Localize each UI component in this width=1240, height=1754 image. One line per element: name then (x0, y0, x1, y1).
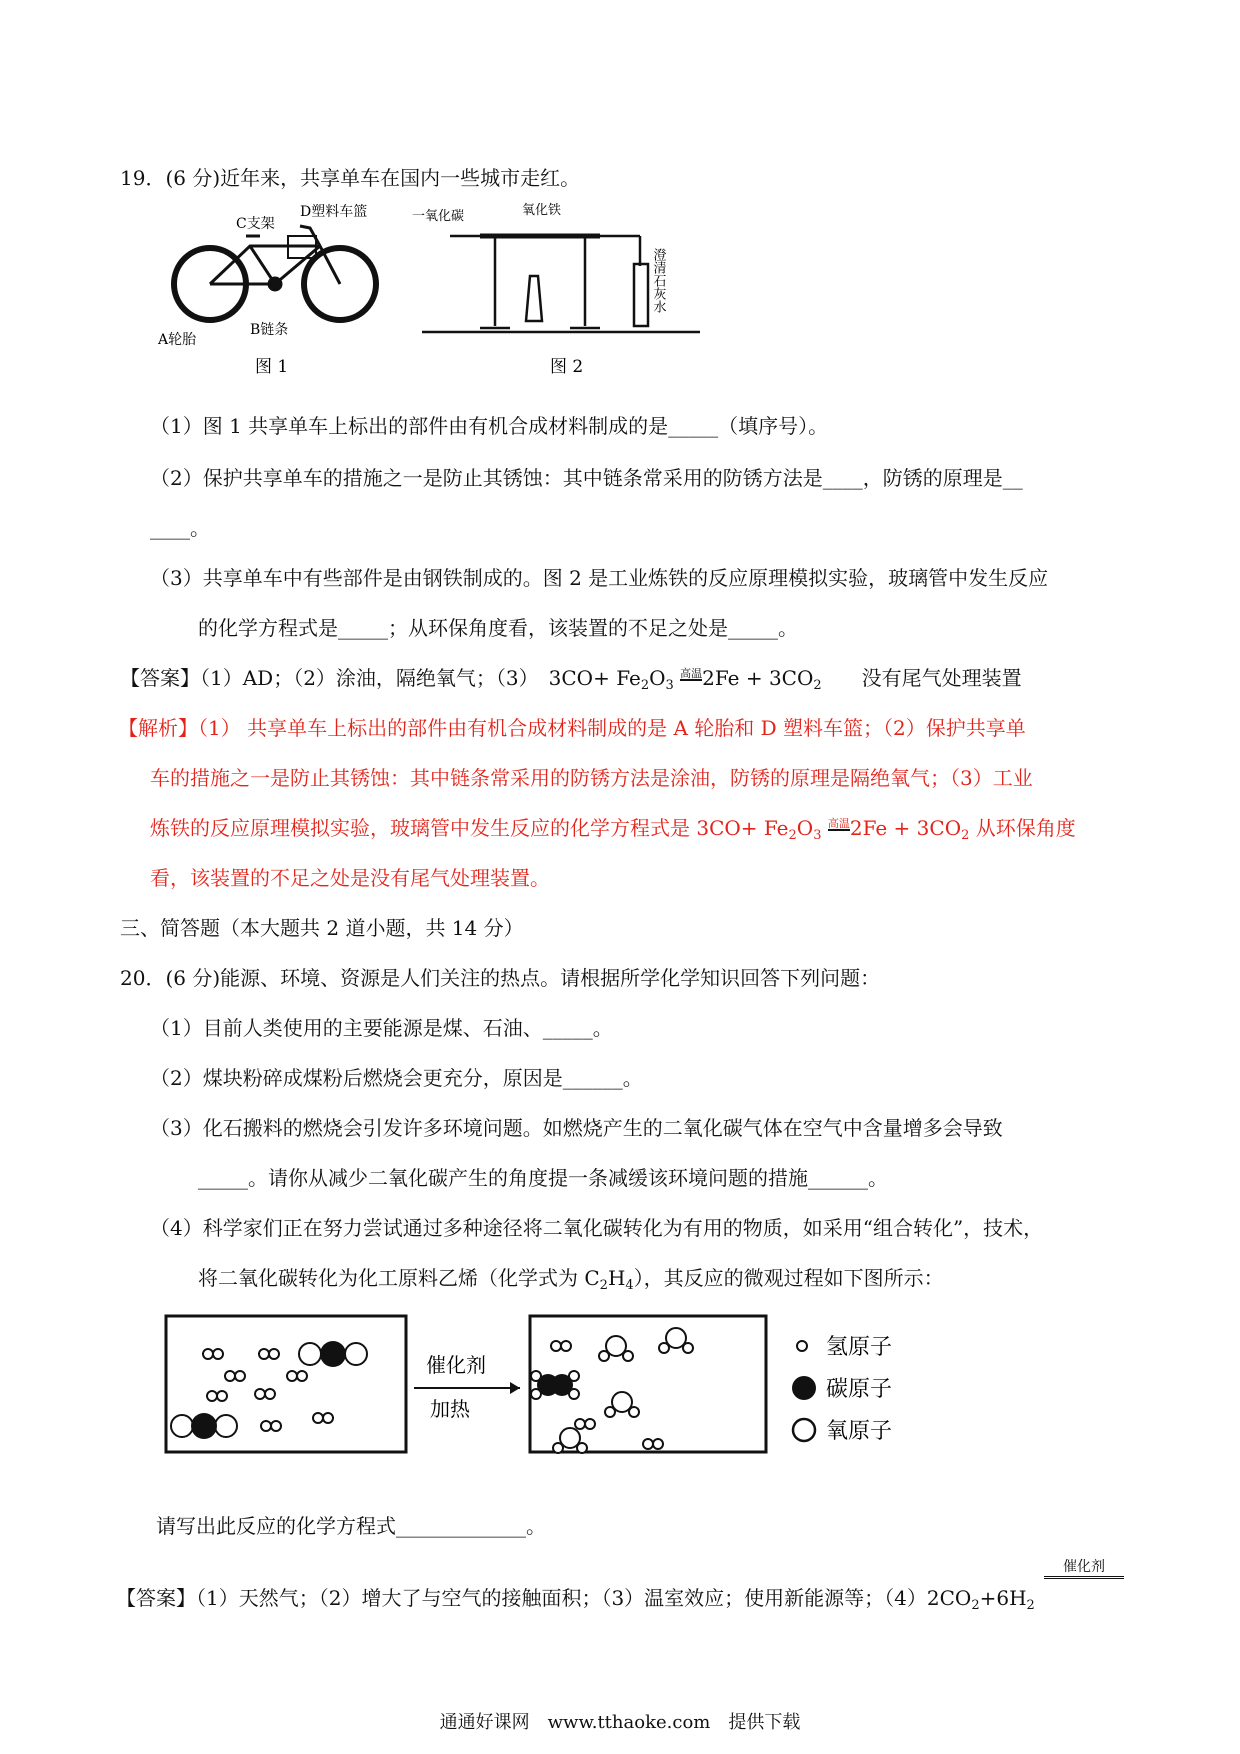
fig2-label-co: 一氧化碳 (412, 209, 465, 224)
answer-tail: 没有尾气处理装置 (821, 666, 1022, 690)
q20-head: 20．(6 分)能源、环境、资源是人们关注的热点。请根据所学化学知识回答下列问题： (120, 966, 881, 990)
q20-part4a: （4）科学家们正在努力尝试通过多种途径将二氧化碳转化为有用的物质，如采用“组合转化”，技术， (150, 1216, 1044, 1240)
fig1-label-a: A轮胎 (158, 332, 197, 348)
condition-high-temp-2: 高温 (827, 817, 850, 830)
answer-label: 【答案】 (120, 666, 200, 690)
fig1-label-c: C支架 (236, 216, 275, 232)
analysis-label: 【解析】 (118, 716, 198, 740)
analysis-text-1: （1） 共享单车上标出的部件由有机合成材料制成的是 A 轮胎和 D 塑料车篮；（2）保护共享单 (198, 716, 1026, 740)
page-footer: 通通好课网 www.tthaoke.com 提供下载 (439, 1712, 801, 1733)
arrow-catalyst: 催化剂 (426, 1353, 486, 1377)
q19-analysis-line1 (118, 712, 1026, 741)
q20-part3b: _____。请你从减少二氧化碳产生的角度提一条减缓该环境问题的措施______。 (198, 1166, 888, 1190)
q19-part3b: 的化学方程式是_____；从环保角度看，该装置的不足之处是_____。 (198, 616, 798, 640)
q20-part2: （2）煤块粉碎成煤粉后燃烧会更充分，原因是______。 (150, 1066, 643, 1090)
q20-condition-catalyst: 催化剂 (1044, 1556, 1124, 1579)
fig2-label-fe: 氧化铁 (522, 203, 562, 218)
fig1-caption: 图 1 (255, 357, 289, 376)
fig1-label-d: D塑料车篮 (300, 204, 368, 220)
q19-head: 19．(6 分)近年来，共享单车在国内一些城市走红。 (120, 166, 581, 190)
analysis-text-3b: 从环保角度 (969, 816, 1076, 840)
answer-tail-20: +6H (979, 1586, 1027, 1610)
section-3-title: 三、简答题（本大题共 2 道小题，共 14 分） (120, 916, 524, 940)
answer-text-20: （1）天然气；（2）增大了与空气的接触面积；（3）温室效应；使用新能源等；（4）2CO (196, 1586, 972, 1610)
q20-part4b: 将二氧化碳转化为化工原料乙烯（化学式为 $C_2H_4$），其反应的微观过程如下图所示： (198, 1266, 944, 1293)
q19-part3a: （3）共享单车中有些部件是由钢铁制成的。图 2 是工业炼铁的反应原理模拟实验，玻璃管中发生反应 (150, 566, 1049, 590)
answer-text: （1）AD；（2）涂油，隔绝氧气；（3） 3CO+ Fe (200, 666, 641, 690)
q20-part3a: （3）化石搬料的燃烧会引发许多环境问题。如燃烧产生的二氧化碳气体在空气中含量增多会导致 (150, 1116, 1003, 1140)
part4b-text: 将二氧化碳转化为化工原料乙烯（化学式为 C (198, 1266, 600, 1290)
legend-carbon: 碳原子 (826, 1377, 893, 1402)
q20-answer: 【答案】（1）天然气；（2）增大了与空气的接触面积；（3）温室效应；使用新能源等；$(4)2CO_2+6H_2$ (116, 1586, 1035, 1613)
q20-part1: （1）目前人类使用的主要能源是煤、石油、_____。 (150, 1016, 613, 1040)
q19-part2a: （2）保护共享单车的措施之一是防止其锈蚀：其中链条常采用的防锈方法是____，防锈的原理是__ (150, 466, 1023, 490)
bicycle-figure (174, 226, 376, 320)
legend-oxygen: 氧原子 (826, 1419, 893, 1444)
q19-answer: 【答案】（1）AD；（2）涂油，隔绝氧气；（3） $3CO+ Fe_2O_3$ 高温$2Fe + 3CO_2$ 没有尾气处理装置 (120, 666, 1022, 693)
q19-analysis-line3: 炼铁的反应原理模拟实验，玻璃管中发生反应的化学方程式是 $3CO+ Fe_2O_3$ 高温$2Fe + 3CO_2$ 从环保角度 (150, 816, 1076, 843)
reaction-micro-diagram (160, 1310, 920, 1460)
arrow-heat: 加热 (430, 1397, 470, 1421)
fig1-label-b: B链条 (250, 322, 289, 338)
fig2-label-lime: 澄清石灰水 (650, 248, 666, 313)
answer-label-20: 【答案】 (116, 1586, 196, 1610)
analysis-text-3a: 炼铁的反应原理模拟实验，玻璃管中发生反应的化学方程式是 3CO+ Fe (150, 816, 789, 840)
part4b-tail: ），其反应的微观过程如下图所示： (633, 1266, 944, 1290)
q19-figures (150, 196, 710, 376)
condition-high-temp: 高温 (680, 667, 703, 680)
legend-hydrogen: 氢原子 (826, 1335, 893, 1360)
q19-part2b: ____。 (150, 516, 210, 540)
q20-part5: 请写出此反应的化学方程式_____________。 (156, 1514, 546, 1538)
q19-analysis-line2: 车的措施之一是防止其锈蚀：其中链条常采用的防锈方法是涂油，防锈的原理是隔绝氧气；（3）工业 (150, 766, 1033, 790)
fig2-caption: 图 2 (550, 357, 584, 376)
q19-analysis-line4: 看，该装置的不足之处是没有尾气处理装置。 (150, 866, 550, 890)
q19-part1: （1）图 1 共享单车上标出的部件由有机合成材料制成的是_____（填序号）。 (150, 414, 829, 438)
